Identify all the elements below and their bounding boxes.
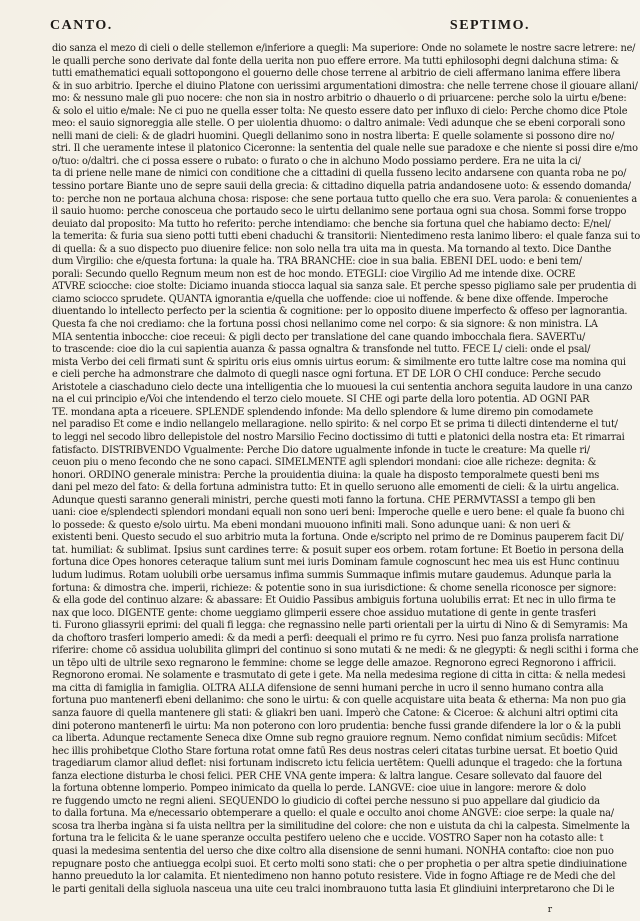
text-line: ludum ludimus. Rotam uolubili orbe uersamus infima summis Summaque infimis mutare gaudemus. Adunque parla la [52, 569, 612, 581]
text-line: ATVRE sciocche: cioe stolte: Diciamo inuanda stiocca laqual sia sanza sale. Et perche spesso pigliamo sale per prudentia di [52, 281, 637, 293]
text-line: to: perche non ne portaua alchuna chosa: rispose: che sene portaua tutto quello che era suo. Vera parola: & conuenientes a [52, 193, 638, 205]
text-line: dum Virgilio: che e/questa fortuna: la quale ha. TRA BRANCHE: cioe in sua balia. EBENI DEL uodo: e beni tem/ [52, 256, 582, 268]
running-head [40, 18, 560, 36]
text-line: ciamo sciocco sprudete. QUANTA ignorantia e/quella che uoffende: cioe ui noffende. & bene dixe offende. Imperoche [52, 293, 608, 305]
text-line: ma citta di famiglia in famiglia. OLTRA ALLA difensione de senni humani perche in ucro il senno humano contra alla [52, 682, 604, 694]
running-head-left: CANTO. [50, 18, 113, 33]
text-line: dio sanza el mezo di cieli o delle stellemon e/inferiore a quegli: Ma superiore: Onde no solamete le nostre sacre letrere: ne/ [52, 43, 636, 54]
running-head-right: SEPTIMO. [449, 18, 530, 33]
text-line: ca liberta. Adunque rectamente Seneca dixe Omne sub regno grauiore regnum. Nemo confidat nimium secūdis: Mifcet [52, 733, 617, 745]
text-line: to trascende: cioe dio la cui sapientia auanza & passa ognaltra & transfonde nel tutto. FECE L/ cieli: onde el psal/ [52, 344, 591, 356]
text-line: il sauio huomo: perche conosceua che portaudo seco le uirtu dellanimo sene portaua ogni sua chosa. Sommi forse troppo [52, 206, 627, 218]
text-line: meo: el sauio signoreggia alle stelle. O per uiolentia dhuomo: o daltro animale: Vedi adunque che se ebeni corporali sono [52, 118, 626, 130]
text-line: mista Verbo dei celi firmati sunt & spiritu oris eius omnis uirtus eorum: & similmente ero tutte laltre cose ma nomina qui [52, 356, 626, 368]
text-line: dani pel mezo del fato: & della fortuna administra tutto: Et in quello seruono alle emomenti de cieli: & la uirtu angelica. [52, 482, 620, 494]
text-line: riferire: chome cō assidua uolubilita glimpri del continuo si sono mutati & ne medi: & ne glegypti: & negli scithi i forma che [52, 645, 639, 657]
text-line: fortuna puo mantenerfi ebeni dellanimo: che sono le uirtu: & con quelle acquistare uita beata & etherna: Ma non puo gia [52, 695, 626, 707]
text-line: un tēpo ulti de ultrile sexo regnarono le femmine: chome se legge delle amazoe. Regnorono egreci Regnorono i affricii. [52, 657, 617, 669]
text-line: repugnare posto che antiuegga ecolpi suoi. Et certo molti sono stati: che o per prophetia o per altra spetie dindiuinatione [52, 858, 627, 870]
text-line: le parti genitali della sigluola nasceua una uite ceu tralci inombrauono tutta lasia Et glindiuini interpretarono che Di le [52, 883, 615, 895]
text-line: scosa tra lherba ingàna si fa uista nelltra per la similitudine del colore: che non e uistuta da chi la calpesta. Simelmente la [52, 820, 630, 832]
text-line: tutti emathematici equali sottopongono el gouerno delle chose terrene al arbitrio de cieli affermano lanima effere libera [52, 68, 621, 80]
text-line: la fortuna obtenne lomperio. Pompeo inimicato da quella lo perde. LANGVE: cioe uiue in langore: merore & dolo [52, 783, 586, 795]
text-line: to dalla fortuna. Ma e/necessario obtemperare a quello: el quale e occulto anoi chome ANGVE: cioe serpe: la quale na/ [52, 808, 614, 820]
text-line: tragediarum clamor aliud deflet: nisi fortunam indiscreto ictu felicia uertētem: Quelli adunque el tragedo: che la fortuna [52, 758, 623, 770]
text-line: fortuna tra le felicita & le uane speranze occulta pestifero ueleno che e uccide. VOSTRO Saper non ha cotasto alle: t [52, 833, 604, 845]
text-line: le qualli perche sono derivate dal fonte della uerita non puo effere errore. Ma tutti ephilosophi degni dalchuna stima: & [52, 55, 619, 67]
text-line: uani: cioe e/splendecti splendori mondani equali non sono ueri beni: Imperoche quelle e uero bene: el quale fa buono chi [52, 507, 625, 519]
text-line: e cieli perche ha admonstrare che dalmoto di quegli nasce ogni fortuna. ET DE LOR O CHI conduce: Perche secudo [52, 369, 601, 381]
text-line: & solo el uitio e/male: Ne ci puo ne quella esser tolta: Ne questo essere dato per influxo di cielo: Perche chomo dice Ptole [52, 105, 628, 117]
text-line: na el cui principio e/Voi che intendendo el terzo cielo mouete. SI CHE ogi parte della loro potentia. AD OGNI PAR [52, 394, 590, 406]
text-line: sanza fauore di quella mantenere gli stati: & gliakri ben uani. Imperò che Catone: & Ciceroe: & alchuni altri optimi cita [52, 707, 619, 719]
text-line: nax que loco. DIGENTE gente: chome ueggiamo glimperii essere choe assiduo mutatione di gente in gente trasferi [52, 607, 596, 619]
text-line: fanza electione disturba le chosi felici. PER CHE VNA gente impera: & laltra langue. Cesare sollevato dal fauore del [52, 770, 602, 782]
text-line: fatisfacto. DISTRIBVENDO Vgualmente: Perche Dio datore ugualmente infonde in tucte le creature: Ma quelle ri/ [52, 444, 590, 456]
text-line: tessino portare Biante uno de sepre sauii della grecia: & cittadino diquella patria andandosene uoto: & essendo domanda/ [52, 181, 631, 193]
text-line: & in suo arbitrio. Iperche el diuino Platone con uerissimi argumentationi dimostra: che nelle terrene chose il giouare allani/ [52, 80, 638, 92]
text-line: hanno preueduto la lor calamita. Et nientedimeno non hanno potuto resistere. Vide in fogno Aftiage re de Medi che del [52, 871, 616, 883]
text-line: diuentando lo intellecto perfecto per la scientia & cognitione: per lo opposito diuene imperfecto & offeso per lagnorantia. [52, 306, 628, 318]
text-line: porali: Secundo quello Regnum meum non est de hoc mondo. ETEGLI: cioe Virgilio Ad me intende dixe. OCRE [52, 268, 576, 280]
text-line: honori. ORDINO generale ministra: Perche la prouidentia diuina: la quale ha disposto temporalmete questi beni ms [52, 469, 600, 481]
text-line: tat. humiliat: & sublimat. Ipsius sunt cardines terre: & posuit super eos orbem. rotam fortune: Et Boetio in persona della [52, 544, 624, 556]
text-line: deuiato dal proposito: Ma tutto ho referito: perche intendiamo: che benche sia fortuna quel che habiamo decto: E/nel/ [52, 218, 611, 230]
text-line: nel paradiso Et come e indio nellangelo mellaragione. nello spirito: & nel corpo Et se prima ti dilecti dintenderne el tut/ [52, 419, 618, 431]
text-line: Questa fa che noi crediamo: che la fortuna possi chosi nellanimo come nel corpo: & sia signore: & non ministra. LA [52, 319, 598, 331]
text-line: mo: & nessuno male gli puo nocere: che non sia in nostro arbitrio o dhauerlo o di priuarcene: perche solo la uirtu e/bene: [52, 93, 627, 105]
text-line: re fuggendo umcto ne regni alieni. SEQUENDO lo giudicio di coftei perche nessuno si puo appellare dal giudicio da [52, 795, 600, 807]
text-line: fortuna: & dimostra che. imperii, richieze: & potentie sono in sua iurisdictione: & chome senella riconosce per signore: [52, 582, 617, 594]
text-line: Aristotele a ciaschaduno cielo decte una intelligentia che lo muouesi la cui sententia anchora seguita laudore in una canzo [52, 381, 633, 393]
text-line: lo possede: & questo e/solo uirtu. Ma ebeni mondani muouono infiniti mali. Sono adunque uani: & non ueri & [52, 519, 571, 531]
text-line: TE. mondana apta a riceuere. SPLENDE splendendo infonde: Ma dello splendore & lume diremo pin comodamete [52, 406, 593, 418]
text-line: hec illis prohibetque Clotho Stare fortuna rotat omne fatū Res deus nostras celeri citatas turbine uersat. Et boetio Quid [52, 745, 618, 757]
text-line: & ella gode del continuo alzare: & abassare: Et Ouidio Passibus ambiguis fortuna uolubilis errat: Et nec in ullo firma te [52, 595, 616, 607]
text-line: di quella: & a suo dispecto puo diuenire felice: non solo nella tra uita ma in questa. Ma tornando al texto. Dice Danthe [52, 243, 612, 255]
text-line: o/tuo: o/daltri. che ci possa essere o rubato: o furato o che in alchuno Modo possiamo perdere. Era ne uita la ci/ [52, 155, 581, 167]
text-line: existenti beni. Questo secudo el suo arbitrio muta la fortuna. Onde e/scripto nel primo de re Dominus pauperem facit Di/ [52, 532, 624, 544]
text-line: dini poterono mantenerfi le uirtu: Ma non poterono con loro prudentia: benche fussi grande difendere la lor o & la publi [52, 720, 621, 732]
text-line: ta di priene nelle mane de nimici con conditione che a cittadini di quella fusseno lecito andarsene con quanta roba ne po/ [52, 168, 627, 180]
text-line: la temerita: & furia sua sieno potti tutti ebeni chaduchi & transitorii: Nientedimeno resta lanimo libero: el quale fanza sui to [52, 231, 640, 243]
text-line: quasi la medesima sententia del uerso che dixe coltro alla disensione de senni humani. NONHA contafto: cioe non puo [52, 846, 614, 857]
text-line: Adunque questi saranno generali ministri, perche questi moti fanno la fortuna. CHE PERMVTASSI a tempo gli ben [52, 494, 596, 506]
text-line: Regnorono eromai. Ne solamente e trasmutato di gete i gete. Ma nella medesima regione di citta in citta: & nella medesi [52, 670, 626, 682]
text-line: ceuon piu o meno fecondo che ne sono capaci. SIMELMENTE agli splendori mondani: cioe alle richeze: degnita: & [52, 457, 597, 469]
text-line: MIA sententia inbocche: cioe receui: & pigli decto per translatione del cane quando imbocchala fiera. SAVERTu/ [52, 331, 586, 343]
text-line: nelli mani de cieli: & de gladri huomini. Quegli dellanimo sono in nostra liberta: E quelle solamente si possono dire no/ [52, 130, 615, 142]
signature-mark: r [547, 905, 552, 915]
text-line: stri. Il che ueramente intese il platonico Ciceronne: la sententia del quale nelle sue paradoxe e che niente si possi dire e/mo [52, 143, 638, 155]
text-line: to leggi nel secodo libro dellepistole del nostro Marsilio Fecino doctissimo di tutti e platonici della nostra eta: Et rimarrai [52, 431, 625, 443]
text-line: fortuna dice Opes honores ceteraque talium sunt mei iuris Dominam famule cognoscunt hec mea uis est Hunc continuu [52, 557, 620, 569]
text-line: da choftoro trasferi lomperio amedi: & da medi a perfi: deequali el primo re fu cyrro. Nesi puo fanza prolisfa narratione [52, 632, 619, 644]
text-line: ti. Furono gliassyrii eprimi: del quali fi legga: che regnassino nelle parti orientali per la uirtu di Nino & di Semyramis: Ma [52, 620, 628, 632]
commentary-text-block [52, 43, 640, 913]
